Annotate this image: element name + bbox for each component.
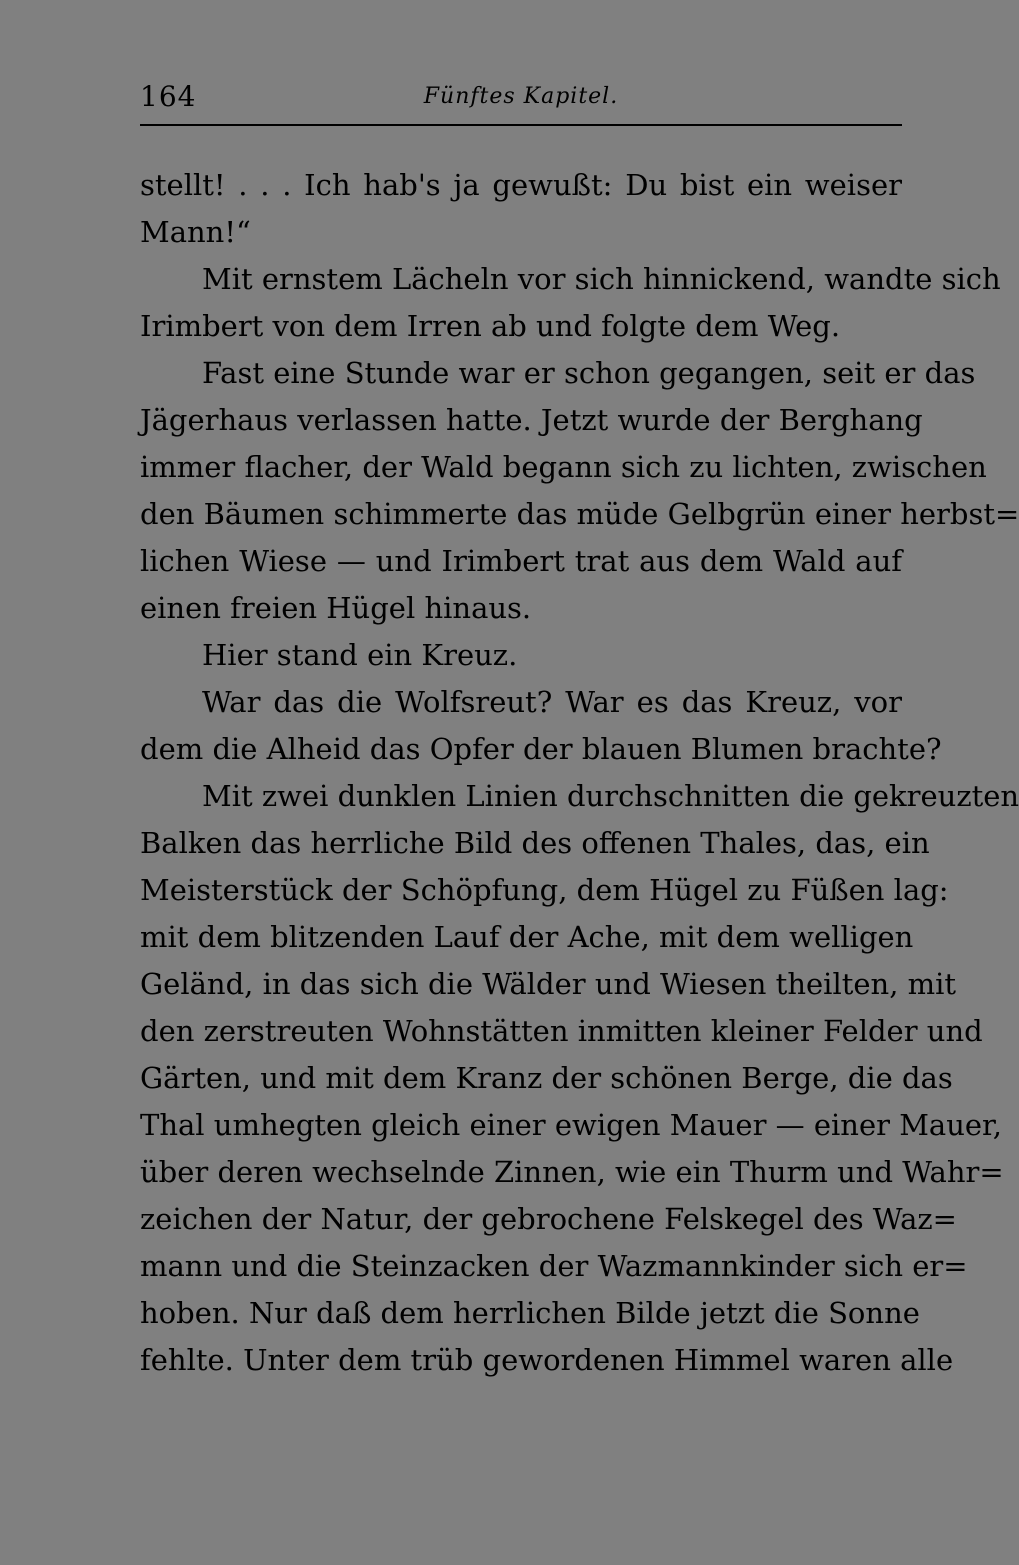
text-line: Mann!“ <box>140 215 251 249</box>
text-line: Gärten, und mit dem Kranz der schönen Berge, die das <box>140 1061 953 1095</box>
header-rule <box>140 124 902 126</box>
text-line: Thal umhegten gleich einer ewigen Mauer — einer Mauer, <box>140 1108 1002 1142</box>
text-line: immer flacher, der Wald begann sich zu lichten, zwischen <box>140 450 987 484</box>
running-head: Fünftes Kapitel. <box>423 84 619 109</box>
text-line: Fast eine Stunde war er schon gegangen, seit er das <box>202 356 976 390</box>
text-line: Mit zwei dunklen Linien durchschnitten die gekreuzten <box>202 779 1019 813</box>
text-line: dem die Alheid das Opfer der blauen Blumen brachte? <box>140 732 942 766</box>
text-line: den zerstreuten Wohnstätten inmitten kleiner Felder und <box>140 1014 983 1048</box>
text-line: Hier stand ein Kreuz. <box>202 638 518 672</box>
text-line: mann und die Steinzacken der Wazmannkinder sich er= <box>140 1249 968 1283</box>
text-line: Balken das herrliche Bild des offenen Thales, das, ein <box>140 826 930 860</box>
text-line: Mit ernstem Lächeln vor sich hinnickend, wandte sich <box>202 262 1001 296</box>
text-line: den Bäumen schimmerte das müde Gelbgrün einer herbst= <box>140 497 1019 531</box>
body-text <box>140 162 1019 1384</box>
page-number: 164 <box>140 80 197 113</box>
text-line: lichen Wiese — und Irimbert trat aus dem Wald auf <box>140 544 902 578</box>
text-line: hoben. Nur daß dem herrlichen Bilde jetzt die Sonne <box>140 1296 920 1330</box>
text-line: einen freien Hügel hinaus. <box>140 591 532 625</box>
text-line: stellt! . . . Ich hab's ja gewußt: Du bist ein weiser <box>140 168 902 202</box>
page-header <box>140 72 902 122</box>
text-line: Jägerhaus verlassen hatte. Jetzt wurde der Berghang <box>140 403 923 437</box>
text-line: Meisterstück der Schöpfung, dem Hügel zu Füßen lag: <box>140 873 949 907</box>
text-line: mit dem blitzenden Lauf der Ache, mit dem welligen <box>140 920 914 954</box>
text-line: War das die Wolfsreut? War es das Kreuz, vor <box>202 685 902 719</box>
book-page <box>140 0 1019 1565</box>
text-line: fehlte. Unter dem trüb gewordenen Himmel waren alle <box>140 1343 954 1377</box>
text-line: Geländ, in das sich die Wälder und Wiesen theilten, mit <box>140 967 957 1001</box>
text-line: über deren wechselnde Zinnen, wie ein Thurm und Wahr= <box>140 1155 1004 1189</box>
text-line: zeichen der Natur, der gebrochene Felskegel des Waz= <box>140 1202 957 1236</box>
text-line: Irimbert von dem Irren ab und folgte dem Weg. <box>140 309 841 343</box>
